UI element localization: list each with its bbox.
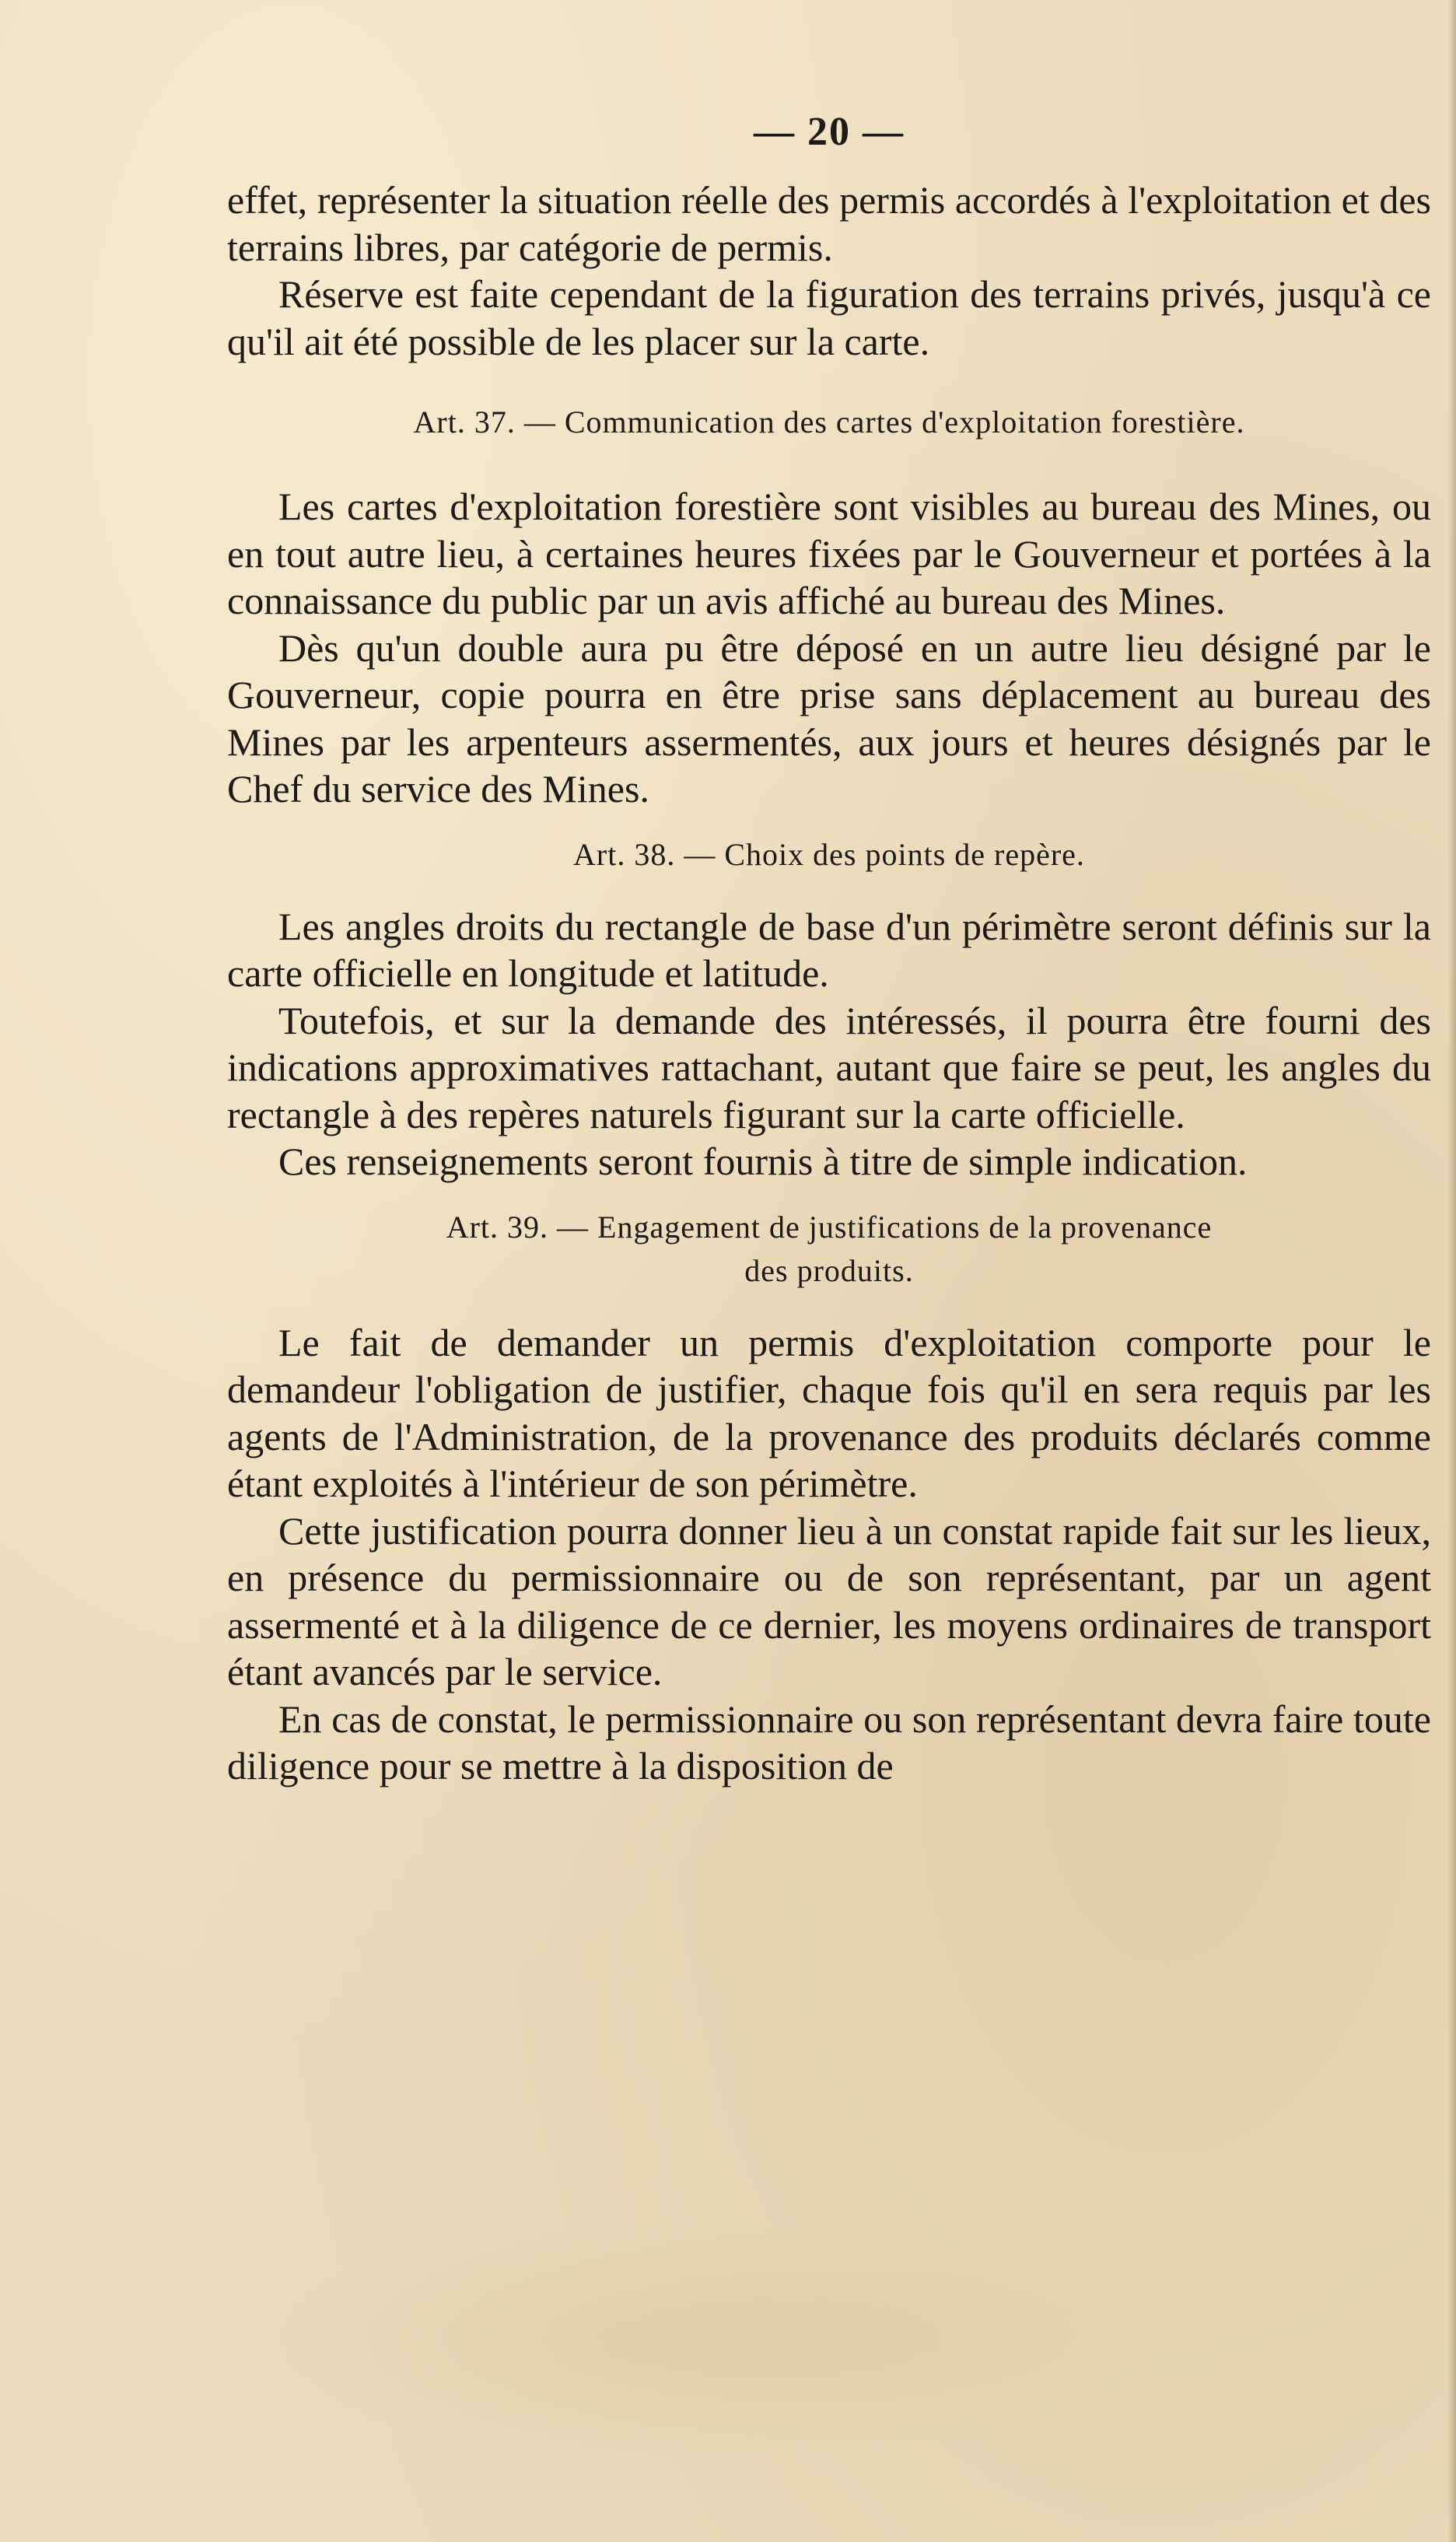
article-37-heading: Art. 37. — Communication des cartes d'exploitation forestière. — [413, 404, 1245, 439]
page-body — [227, 93, 1431, 1790]
paragraph-renseignements: Ces renseignements seront fournis à titre de simple indication. — [278, 1140, 1248, 1183]
paragraph-en-cas-de-constat: En cas de constat, le permissionnaire ou son représentant devra faire toute diligence pour se mettre à la disposition de — [227, 1696, 1431, 1787]
paragraph-continuation: effet, représenter la situation réelle des permis accordés à l'exploitation et des terrains libres, par catégorie de permis. — [227, 178, 1431, 269]
article-39-heading-line-2: des produits. — [744, 1252, 914, 1288]
article-39-heading — [227, 1206, 1431, 1293]
paragraph-fait-de-demander: Le fait de demander un permis d'exploitation comporte pour le demandeur l'obligation de justifier, chaque fois qu'il en sera requis par les agents de l'Administration, de la provenance des produits déclarés comme étant exploités à l'intérieur de son périmètre. — [227, 1320, 1431, 1505]
paper-stain — [233, 2225, 1167, 2458]
page-edge-shadow — [1448, 0, 1456, 2542]
paragraph-reserve: Réserve est faite cependant de la figuration des terrains privés, jusqu'à ce qu'il ait été possible de les placer sur la carte. — [227, 272, 1431, 363]
paragraph-justification: Cette justification pourra donner lieu à un constat rapide fait sur les lieux, en présence du permissionnaire ou de son représentant, par un agent assermenté et à la diligence de ce dernier, les moyens ordinaires de transport étant avancés par le service. — [227, 1508, 1431, 1693]
article-39-heading-line-1: Art. 39. — Engagement de justifications de la provenance — [446, 1209, 1213, 1245]
article-38-heading: Art. 38. — Choix des points de repère. — [573, 836, 1085, 872]
paragraph-cartes-visibles: Les cartes d'exploitation forestière sont visibles au bureau des Mines, ou en tout autre lieu, à certaines heures fixées par le Gouverneur et portées à la connaissance du public par un avis affiché au bureau des Mines. — [227, 485, 1431, 622]
paragraph-angles-droits: Les angles droits du rectangle de base d'un périmètre seront définis sur la carte officielle en longitude et latitude. — [227, 904, 1431, 995]
page-number: — 20 — — [754, 110, 905, 154]
paragraph-toutefois: Toutefois, et sur la demande des intéressés, il pourra être fourni des indications approximatives rattachant, autant que faire se peut, les angles du rectangle à des repères naturels figurant sur la carte officielle. — [227, 998, 1431, 1136]
paragraph-double-depose: Dès qu'un double aura pu être déposé en un autre lieu désigné par le Gouverneur, copie pourra en être prise sans déplacement au bureau des Mines par les arpenteurs assermentés, aux jours et heures désignés par le Chef du service des Mines. — [227, 625, 1431, 811]
